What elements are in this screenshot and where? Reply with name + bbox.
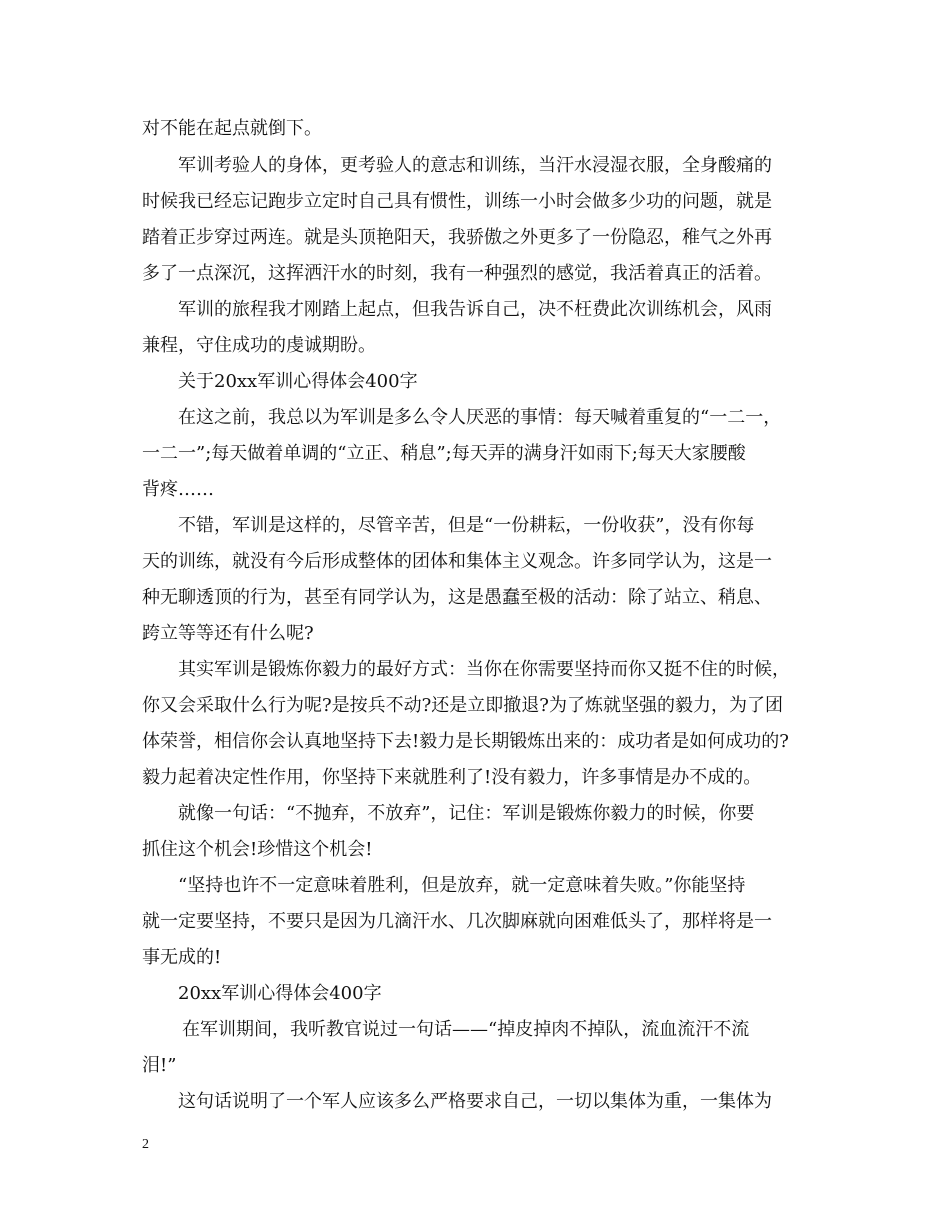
text-line: 泪!” (142, 1055, 177, 1076)
text-line: 你又会采取什么行为呢?是按兵不动?还是立即撤退?为了炼就坚强的毅力，为了团 (142, 695, 783, 716)
text-line: 体荣誉，相信你会认真地坚持下去!毅力是长期锻炼出来的：成功者是如何成功的? (142, 731, 789, 752)
text-line: “坚持也许不一定意味着胜利，但是放弃，就一定意味着失败。”你能坚持 (178, 875, 746, 896)
text-line: 背疼…… (142, 479, 214, 500)
text-line: 种无聊透顶的行为，甚至有同学认为，这是愚蠢至极的活动：除了站立、稍息、 (142, 587, 772, 608)
text-line: 踏着正步穿过两连。就是头顶艳阳天，我骄傲之外更多了一份隐忍，稚气之外再 (142, 227, 772, 248)
text-line: 不错，军训是这样的，尽管辛苦，但是“一份耕耘，一份收获”，没有你每 (178, 515, 755, 536)
text-line: 军训考验人的身体，更考验人的意志和训练，当汗水浸湿衣服，全身酸痛的 (178, 155, 772, 176)
text-line: 对不能在起点就倒下。 (142, 118, 322, 139)
text-line: 就一定要坚持，不要只是因为几滴汗水、几次脚麻就向困难低头了，那样将是一 (142, 911, 772, 932)
text-line: 时候我已经忘记跑步立定时自己具有惯性，训练一小时会做多少功的问题，就是 (142, 191, 772, 212)
section-heading: 关于20xx军训心得体会400字 (178, 371, 418, 392)
text-line: 在军训期间，我听教官说过一句话——“掉皮掉肉不掉队，流血流汗不流 (182, 1019, 750, 1040)
text-line: 在这之前，我总以为军训是多么令人厌恶的事情：每天喊着重复的“一二一， (178, 407, 782, 428)
text-line: 兼程，守住成功的虔诚期盼。 (142, 335, 376, 356)
text-line: 就像一句话：“不抛弃，不放弃”，记住：军训是锻炼你毅力的时候，你要 (178, 803, 755, 824)
text-line: 抓住这个机会!珍惜这个机会! (142, 839, 373, 860)
text-line: 这句话说明了一个军人应该多么严格要求自己，一切以集体为重，一集体为 (178, 1091, 772, 1112)
text-line: 军训的旅程我才刚踏上起点，但我告诉自己，决不枉费此次训练机会，风雨 (178, 299, 772, 320)
section-heading: 20xx军训心得体会400字 (178, 983, 382, 1004)
page-number: 2 (142, 1137, 149, 1152)
text-line: 多了一点深沉，这挥洒汗水的时刻，我有一种强烈的感觉，我活着真正的活着。 (142, 263, 772, 284)
text-line: 事无成的! (142, 947, 222, 968)
text-line: 跨立等等还有什么呢? (142, 623, 314, 644)
text-line: 其实军训是锻炼你毅力的最好方式：当你在你需要坚持而你又挺不住的时候， (178, 659, 790, 680)
text-line: 毅力起着决定性作用，你坚持下来就胜利了!没有毅力，许多事情是办不成的。 (142, 767, 762, 788)
text-line: 一二一”;每天做着单调的“立正、稍息”;每天弄的满身汗如雨下;每天大家腰酸 (142, 443, 746, 464)
text-line: 天的训练，就没有今后形成整体的团体和集体主义观念。许多同学认为，这是一 (142, 551, 772, 572)
